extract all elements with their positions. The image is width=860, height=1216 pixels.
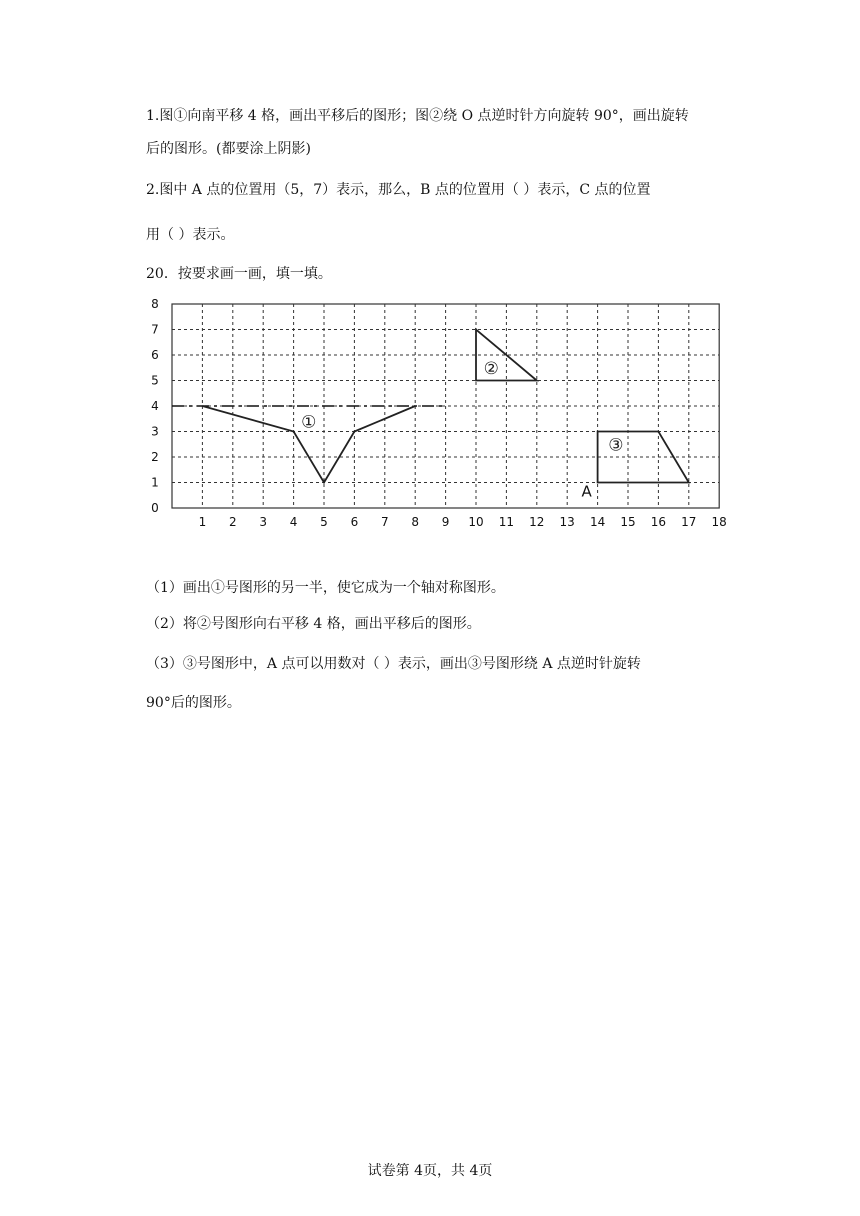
shape-label-3: ③: [608, 435, 624, 456]
y-tick-label: 4: [151, 399, 159, 413]
x-tick-label: 18: [711, 515, 727, 529]
sub-question-3-line-2: 90°后的图形。: [146, 695, 241, 711]
shape-label-1: ①: [301, 412, 317, 433]
y-tick-label: 3: [151, 424, 159, 439]
coordinate-grid-figure: [0, 0, 860, 560]
y-tick-label: 8: [151, 297, 159, 311]
x-tick-label: 6: [350, 515, 359, 529]
question-2-line-2: 用（ ）表示。: [146, 227, 235, 243]
shape-label-2: ②: [483, 358, 499, 379]
x-tick-label: 9: [441, 515, 450, 529]
y-tick-label: 5: [151, 373, 159, 388]
question-2-line-1: 2.图中 A 点的位置用（5，7）表示，那么，B 点的位置用（ ）表示，C 点的位置: [146, 182, 651, 198]
x-tick-label: 15: [620, 515, 636, 529]
y-tick-label: 0: [151, 501, 159, 515]
x-tick-label: 5: [320, 515, 328, 529]
question-1-line-2: 后的图形。(都要涂上阴影): [146, 141, 311, 157]
x-tick-label: 8: [411, 515, 420, 529]
x-tick-label: 16: [650, 515, 667, 529]
x-tick-label: 1: [198, 515, 207, 529]
x-tick-label: 4: [289, 515, 298, 529]
x-tick-label: 14: [589, 515, 606, 529]
y-tick-label: 6: [151, 348, 159, 362]
x-tick-label: 13: [559, 515, 575, 529]
sub-question-3-line-1: （3）③号图形中，A 点可以用数对（ ）表示，画出③号图形绕 A 点逆时针旋转: [146, 656, 641, 672]
sub-question-1: （1）画出①号图形的另一半，使它成为一个轴对称图形。: [146, 580, 505, 596]
x-tick-label: 10: [468, 515, 484, 529]
sub-question-2: （2）将②号图形向右平移 4 格，画出平移后的图形。: [146, 616, 481, 632]
point-label-a: A: [581, 482, 592, 501]
y-tick-label: 1: [151, 475, 159, 490]
question-1-line-1: 1.图①向南平移 4 格，画出平移后的图形；图②绕 O 点逆时针方向旋转 90°，画出旋转: [146, 108, 689, 124]
y-tick-label: 2: [151, 450, 159, 464]
x-tick-label: 7: [380, 515, 389, 529]
x-tick-label: 2: [228, 515, 237, 529]
x-tick-label: 17: [681, 515, 697, 529]
y-tick-label: 7: [151, 322, 159, 337]
x-tick-label: 11: [498, 515, 515, 529]
x-tick-label: 12: [529, 515, 545, 529]
page-footer: 试卷第 4页，共 4页: [367, 1163, 493, 1179]
question-20-title: 20．按要求画一画，填一填。: [146, 266, 332, 282]
x-tick-label: 3: [259, 515, 268, 529]
